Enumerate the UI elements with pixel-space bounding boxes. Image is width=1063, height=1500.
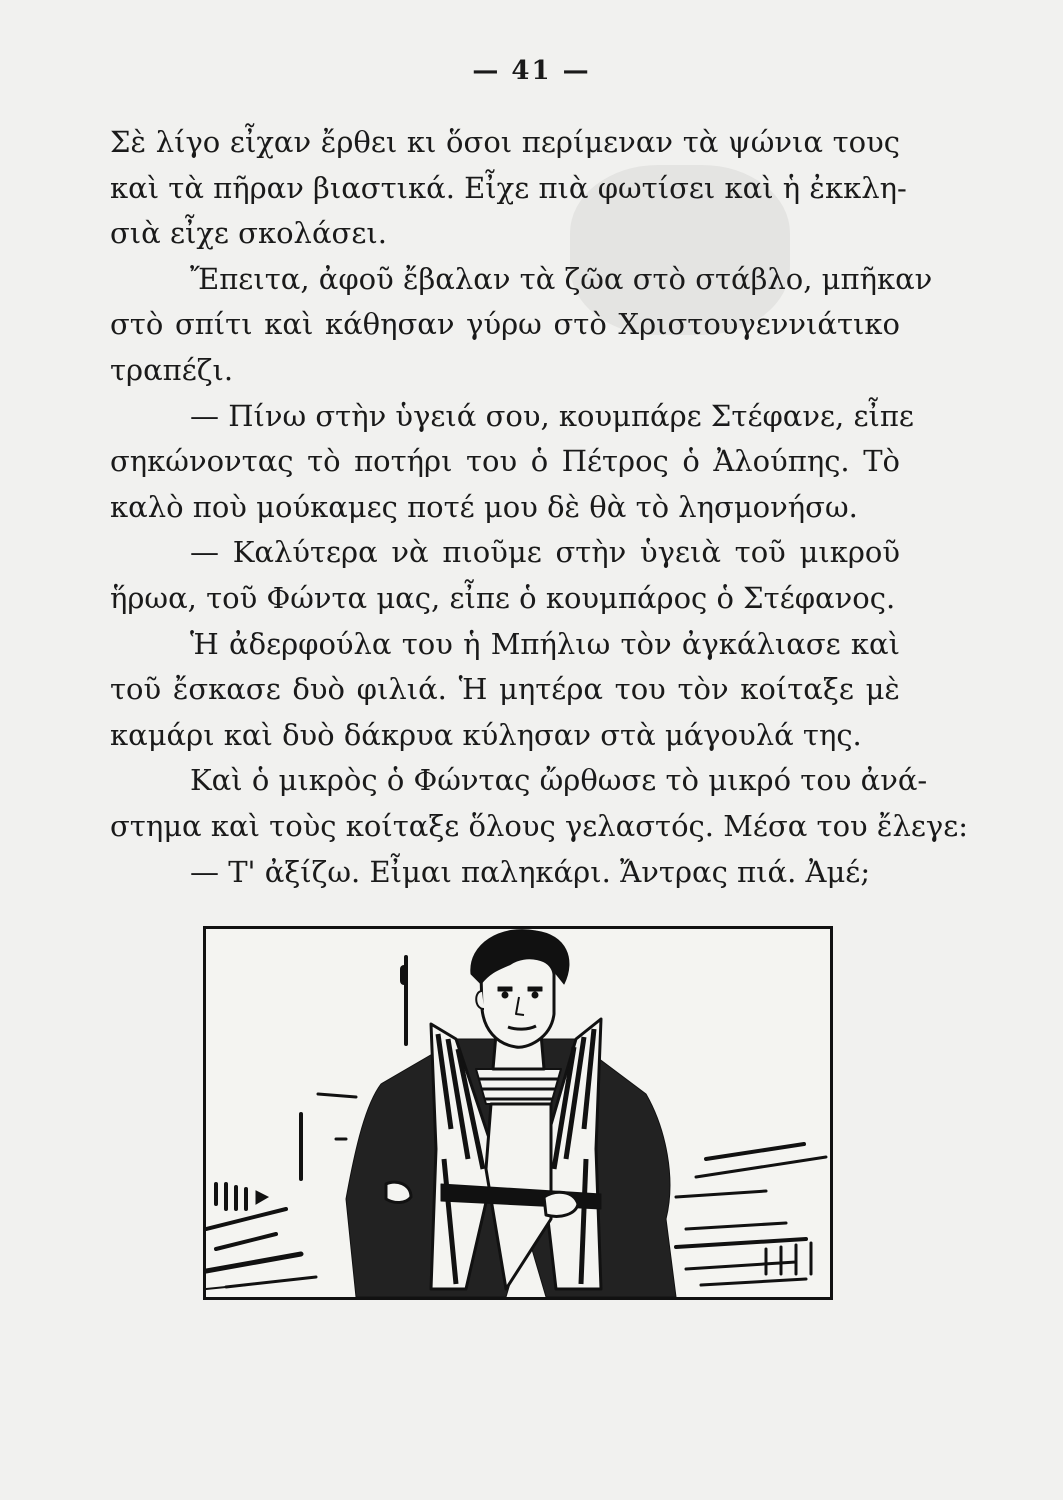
- text-line: τοῦ ἔσκασε δυὸ φιλιά. Ἡ μητέρα του τὸν κοίταξε μὲ: [110, 672, 900, 707]
- paragraph: [110, 257, 933, 394]
- page-number: — 41 —: [472, 56, 591, 86]
- text-line: Ἔπειτα, ἀφοῦ ἔβαλαν τὰ ζῶα στὸ στάβλο, μπῆκαν: [190, 261, 933, 296]
- text-line: στὸ σπίτι καὶ κάθησαν γύρω στὸ Χριστουγεννιάτικο: [110, 307, 900, 342]
- text-line: σιὰ εἶχε σκολάσει.: [110, 216, 387, 251]
- text-line: Καὶ ὁ μικρὸς ὁ Φώντας ὤρθωσε τὸ μικρό του ἀνά-: [190, 763, 928, 798]
- text-line: στημα καὶ τοὺς κοίταξε ὅλους γελαστός. Μέσα του ἔλεγε:: [110, 808, 968, 843]
- paragraph: [110, 758, 968, 849]
- paragraph: [110, 394, 914, 531]
- text-line: ἥρωα, τοῦ Φώντα μας, εἶπε ὁ κουμπάρος ὁ Στέφανος.: [110, 580, 896, 615]
- text-line: Σὲ λίγο εἶχαν ἔρθει κι ὅσοι περίμεναν τὰ ψώνια τους: [110, 125, 900, 159]
- text-line: — Πίνω στὴν ὑγειά σου, κουμπάρε Στέφανε, εἶπε: [190, 398, 914, 433]
- paragraph: [110, 530, 900, 621]
- text-line: σηκώνοντας τὸ ποτήρι του ὁ Πέτρος ὁ Ἀλούπης. Τὸ: [110, 444, 900, 479]
- boy-figure: [346, 930, 676, 1297]
- text-line: καμάρι καὶ δυὸ δάκρυα κύλησαν στὰ μάγουλά της.: [110, 717, 862, 752]
- text-line: τραπέζι.: [110, 352, 234, 387]
- text-line: καλὸ ποὺ μούκαμες ποτέ μου δὲ θὰ τὸ λησμονήσω.: [110, 489, 858, 524]
- text-line: — Καλύτερα νὰ πιοῦμε στὴν ὑγειὰ τοῦ μικροῦ: [190, 535, 900, 570]
- text-line: Ἡ ἀδερφούλα του ἡ Μπήλιω τὸν ἀγκάλιασε καὶ: [190, 626, 900, 661]
- paragraph: [110, 622, 900, 759]
- text-line: — Τ' ἀξίζω. Εἶμαι παληκάρι. Ἄντρας πιά. Ἀμέ;: [190, 854, 871, 889]
- text-line: καὶ τὰ πῆραν βιαστικά. Εἶχε πιὰ φωτίσει καὶ ἡ ἐκκλη-: [110, 170, 907, 205]
- paragraph: [110, 120, 907, 257]
- paragraph: [110, 850, 900, 896]
- illustration-boy-in-coat: [203, 926, 833, 1300]
- body-text: [110, 120, 968, 895]
